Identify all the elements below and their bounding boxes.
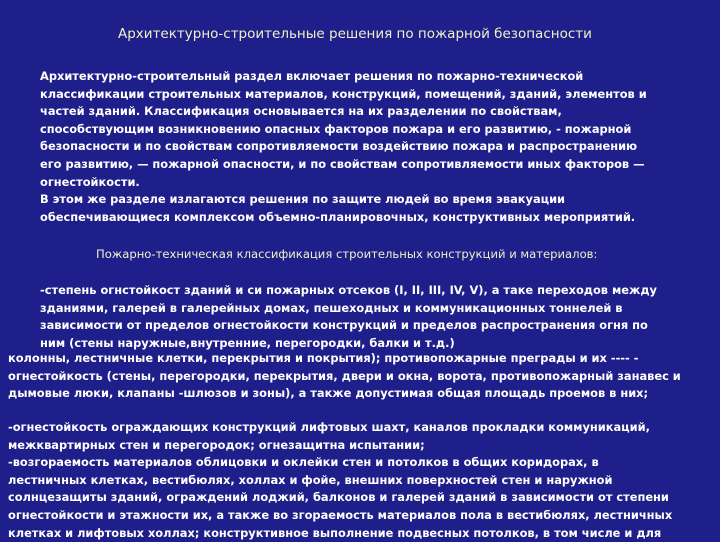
item-line: ним (стены наружные,внутренние, перегородки, балки и т.д.) bbox=[40, 335, 455, 350]
item-line: -возгораемость материалов облицовки и оклейки стен и потолков в общих коридорах, в bbox=[8, 455, 599, 470]
item-line: зданиями, галерей в галерейных домах, пешеходных и коммуникационных тоннелей в bbox=[40, 300, 623, 315]
item-line: солнцезащиты зданий, ограждений лоджий, балконов и галерей зданий в зависимости от степени bbox=[8, 490, 669, 505]
slide-title: Архитектурно-строительные решения по пожарной безопасности bbox=[118, 26, 592, 42]
classification-subheading: Пожарно-техническая классификация строительных конструкций и материалов: bbox=[96, 247, 598, 261]
intro-line: огнестойкости. bbox=[40, 174, 140, 189]
item-line: клетках и лифтовых холлах; конструктивное выполнение подвесных потолков, в том числе и для bbox=[8, 525, 662, 540]
item-line: межквартирных стен и перегородок; огнезащитна испытании; bbox=[8, 437, 425, 452]
intro-paragraph bbox=[40, 68, 708, 226]
item-line: огнестойкости и этажности их, а также во згораемость материалов пола в вестибюлях, лестничных bbox=[8, 507, 673, 522]
item-line: огнестойкость (стены, перегородки, перекрытия, двери и окна, ворота, противопожарный занавес и bbox=[8, 368, 681, 383]
item-line: колонны, лестничные клетки, перекрытия и покрытия); противопожарные преграды и их ---- - bbox=[8, 351, 639, 365]
intro-line: способствующим возникновению опасных факторов пожара и его развитию, - пожарной bbox=[40, 121, 632, 136]
intro-line: классификации строительных материалов, конструкций, помещений, зданий, элементов и bbox=[40, 86, 647, 101]
item-line: дымовые люки, клапаны -шлюзов и зоны), а также допустимая общая площадь проемов в них; bbox=[8, 386, 649, 401]
intro-line: обеспечивающиеся комплексом объемно-планировочных, конструктивных мероприятий. bbox=[40, 209, 636, 224]
item-line: -огнестойкость ограждающих конструкций лифтовых шахт, каналов прокладки коммуникаций, bbox=[8, 420, 650, 434]
intro-line: Архитектурно-строительный раздел включает решения по пожарно-технической bbox=[40, 69, 584, 83]
intro-line: его развитию, — пожарной опасности, и по свойствам сопротивляемости иных факторов — bbox=[40, 156, 645, 171]
classification-item-2 bbox=[8, 419, 714, 542]
item-line: зависимости от пределов огнестойкости конструкций и пределов распространения огня по bbox=[40, 318, 648, 333]
intro-line: частей зданий. Классификация основывается на их разделении по свойствам, bbox=[40, 104, 562, 119]
item-line: лестничных клетках, вестибюлях, холлах и фойе, внешних поверхностей стен и наружной bbox=[8, 472, 613, 487]
classification-item-1-continued bbox=[8, 350, 714, 403]
intro-line: В этом же разделе излагаются решения по защите людей во время эвакуации bbox=[40, 192, 566, 207]
intro-line: безопасности и по свойствам сопротивляемости воздействию пожара и распространению bbox=[40, 139, 638, 154]
item-line: -степень огнстойкост зданий и си пожарных отсеков (I, II, III, IV, V), а таке переходов между bbox=[40, 283, 657, 297]
classification-item-1 bbox=[40, 282, 700, 352]
